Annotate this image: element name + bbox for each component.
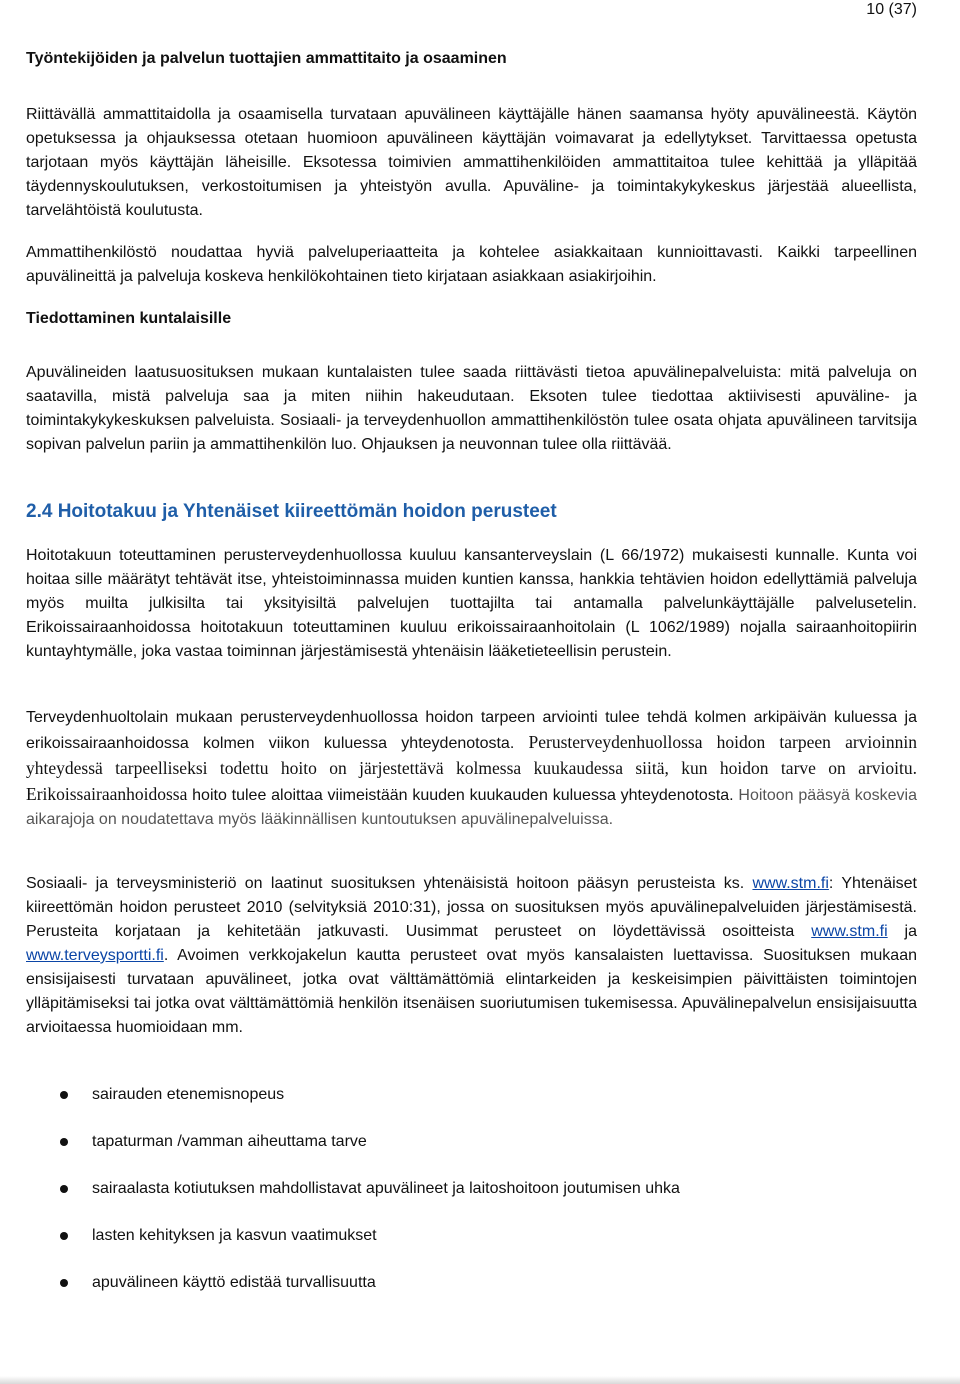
list-item-text: tapaturman /vamman aiheuttama tarve — [92, 1133, 367, 1150]
link-stm-1[interactable]: www.stm.fi — [752, 875, 829, 892]
list-item-text: lasten kehityksen ja kasvun vaatimukset — [92, 1227, 377, 1244]
page-number: 10 (37) — [866, 1, 917, 18]
bullet-icon — [60, 1091, 68, 1099]
recommendation-text-d: . Avoimen verkkojakelun kautta perusteet ovat myös kansalaisten luettavissa. Suosituksen mukaan ensisijaisesti turvataan apuvälineet, jotka ovat välttämättömiä elintarkeiden ja keskeisimpien päivittäisten toimintojen ylläpitämiseksi tai jotka ovat välttämättömiä henkilön itsenäisen suoriutumisen tukemisessa. Apuvälinepalvelun ensisijaisuutta arvioitaessa huomioidaan mm. — [26, 947, 917, 1036]
list-item-text: sairaalasta kotiutuksen mahdollistavat apuvälineet ja laitoshoitoon joutumisen uhka — [92, 1180, 680, 1197]
list-item — [60, 1177, 920, 1224]
paragraph-communication: Apuvälineiden laatusuosituksen mukaan kuntalaisten tulee saada riittävästi tietoa apuvälinepalveluista: mitä palveluja on saatavilla, mistä palveluja saa ja miten niihin hakeudutaan. Eksoten tulee tiedottaa aktiivisesti apuväline- ja toimintakykykeskuksen palveluista. Sosiaali- ja terveydenhuollon ammattihenkilöstön tulee osata ohjata apuvälineen tarvitsija sopivan palvelun pariin ja ammattihenkilön luo. Ohjauksen ja neuvonnan tulee olla riittävää. — [26, 364, 917, 453]
link-terveysportti[interactable]: www.terveysportti.fi — [26, 947, 164, 964]
list-item-text: apuvälineen käyttö edistää turvallisuutta — [92, 1274, 376, 1291]
care-guarantee-text-a: Terveydenhuoltolain mukaan perusterveydenhuollossa hoidon tarpeen arviointi tulee tehdä kolmen arkipäivän kuluessa ja erikoissairaanhoidossa kolmen viikon kuluessa yhteydenotosta. — [26, 709, 917, 752]
recommendation-text-c: ja — [887, 923, 917, 940]
care-guarantee-text-c: hoito tulee aloittaa viimeistään kuuden kuukauden kuluessa yhteydenotosta. — [187, 787, 739, 804]
recommendation-text-a: Sosiaali- ja terveysministeriö on laatinut suosituksen yhtenäisistä hoitoon pääsyn perusteista ks. — [26, 875, 753, 892]
bullet-icon — [60, 1138, 68, 1146]
paragraph-care-guarantee-1: Hoitotakuun toteuttaminen perusterveydenhuollossa kuuluu kansanterveyslain (L 66/1972) mukaisesti kunnalle. Kunta voi hoitaa sille määrätyt tehtävät itse, yhteistoiminnassa muiden kuntien kanssa, hankkia tehtävien hoidon edellyttämiä palveluja myös muilta julkisilta tai yksityisiltä palvelujen tuottajilta tai antamalla palvelunkäyttäjälle palvelusetelin. Erikoissairaanhoidossa hoitotakuun toteuttaminen kuuluu erikoissairaanhoitolain (L 1062/1989) nojalla sairaanhoitopiirin kuntayhtymälle, joka vastaa toiminnan järjestämisestä yhtenäisin lääketieteellisin perustein. — [26, 547, 917, 660]
paragraph-care-guarantee-3 — [26, 872, 917, 1040]
priority-list — [60, 1083, 920, 1318]
care-guarantee-text-d: Hoitoon pääsyä koskevia aikarajoja on noudatettava myös lääkinnällisen kuntoutuksen apuvälinepalveluissa. — [26, 787, 918, 828]
bullet-icon — [60, 1232, 68, 1240]
list-item — [60, 1224, 920, 1271]
paragraph-competence-1: Riittävällä ammattitaidolla ja osaamisella turvataan apuvälineen käyttäjälle hänen saamansa hyöty apuvälineestä. Käytön opetuksessa ja ohjauksessa otetaan huomioon apuvälineen käyttäjän voimavarat ja edellytykset. Tarvittaessa opetusta tarjotaan myös käyttäjän läheisille. Eksotessa toimivien ammattihenkilöiden ammattitaitoa tulee kehittää ja ylläpitää täydennyskoulutuksen, verkostoitumisen ja yhteistyön avulla. Apuväline- ja toimintakykykeskus järjestää alueellista, tarvelähtöistä koulutusta. — [26, 106, 917, 219]
paragraph-competence-2: Ammattihenkilöstö noudattaa hyviä palveluperiaatteita ja kohtelee asiakkaitaan kunnioittavasti. Kaikki tarpeellinen apuvälineittä ja palveluja koskeva henkilökohtainen tieto kirjataan asiakkaan asiakirjoihin. — [26, 244, 917, 285]
list-item — [60, 1271, 920, 1318]
bullet-icon — [60, 1185, 68, 1193]
list-item-text: sairauden etenemisnopeus — [92, 1086, 285, 1103]
list-item — [60, 1083, 920, 1130]
page-bottom-edge — [0, 1376, 960, 1384]
bullet-icon — [60, 1279, 68, 1287]
heading-communication: Tiedottaminen kuntalaisille — [26, 310, 232, 327]
heading-care-guarantee: 2.4 Hoitotakuu ja Yhtenäiset kiireettömän hoidon perusteet — [26, 501, 557, 522]
link-stm-2[interactable]: www.stm.fi — [811, 923, 888, 940]
list-item — [60, 1130, 920, 1177]
paragraph-care-guarantee-2 — [26, 706, 917, 832]
recommendation-text-b: : Yhtenäiset kiireettömän hoidon perusteet 2010 (selvityksiä 2010:31), jossa on suosituksen myös apuvälinepalveluiden järjestämisestä. Perusteita korjataan ja kehitetään jatkuvasti. Uusimmat perusteet on löydettävissä osoitteista — [26, 875, 917, 940]
care-guarantee-text-b: Perusterveydenhuollossa hoidon tarpeen arvioinnin yhteydessä tarpeelliseksi todettu hoito on järjestettävä kolmessa kuukaudessa siitä, kun hoidon tarve on arvioitu. Erikoissairaanhoidossa — [26, 732, 917, 804]
heading-competence: Työntekijöiden ja palvelun tuottajien ammattitaito ja osaaminen — [26, 50, 507, 67]
